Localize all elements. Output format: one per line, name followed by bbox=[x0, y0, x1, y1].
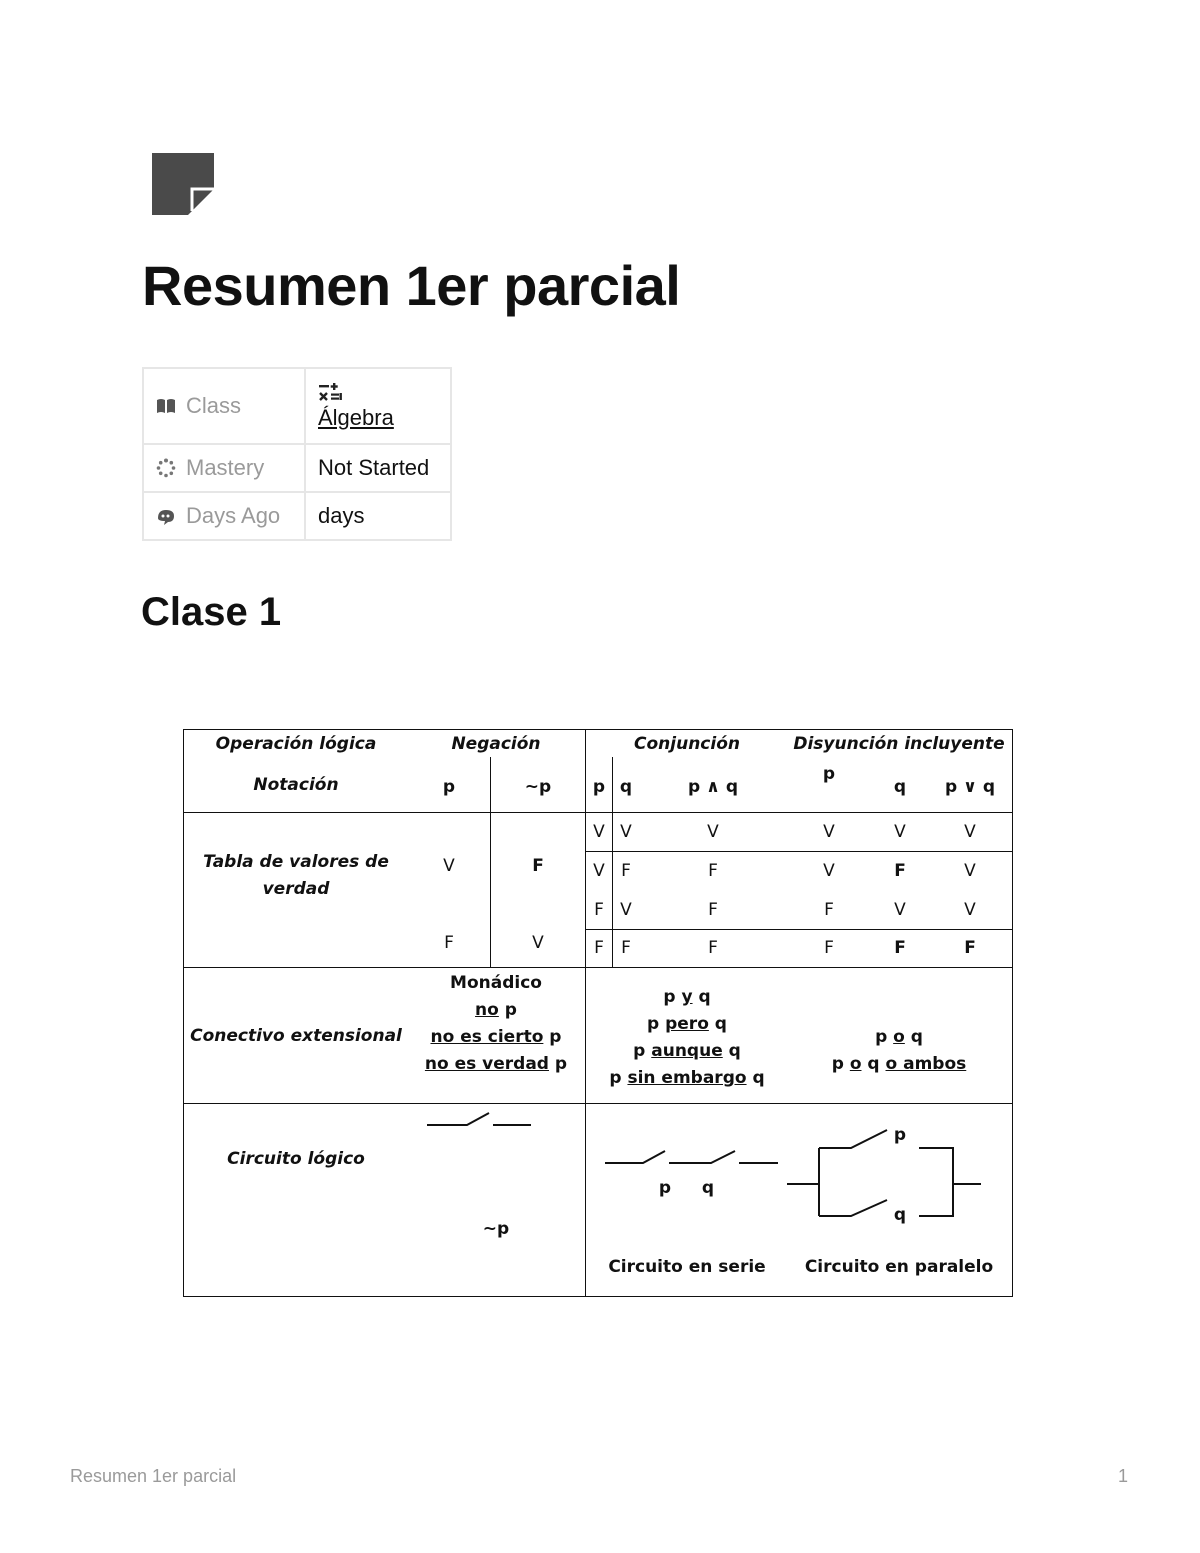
notation-dis-q: q bbox=[893, 777, 907, 797]
parallel-caption: Circuito en paralelo bbox=[804, 1257, 994, 1277]
logic-operations-table bbox=[183, 729, 1013, 1297]
grid-line bbox=[183, 812, 1012, 813]
truth-cell: F bbox=[708, 900, 718, 920]
notation-con-q: q bbox=[619, 777, 633, 797]
connective-line: no es verdad p bbox=[424, 1054, 568, 1074]
monadico-label: Monádico bbox=[450, 973, 542, 993]
truth-cell: V bbox=[964, 822, 976, 842]
spinner-icon bbox=[156, 458, 176, 478]
header-conjuncion: Conjunción bbox=[634, 734, 740, 754]
truth-cell: V bbox=[707, 822, 719, 842]
class-relation-link[interactable]: Álgebra bbox=[318, 405, 394, 430]
header-negacion: Negación bbox=[451, 734, 541, 754]
property-row-class bbox=[143, 368, 451, 444]
conectivo-label: Conectivo extensional bbox=[190, 1026, 402, 1046]
grid-line bbox=[586, 851, 1012, 852]
truth-cell: V bbox=[894, 822, 906, 842]
notation-con-pq: p ∧ q bbox=[688, 777, 738, 797]
grid-line bbox=[490, 757, 491, 967]
page-title: Resumen 1er parcial bbox=[142, 254, 681, 317]
property-key-label: Mastery bbox=[186, 455, 265, 480]
connective-line: p pero q bbox=[647, 1014, 727, 1034]
truth-cell: F bbox=[824, 900, 834, 920]
negation-connectives bbox=[401, 970, 591, 1078]
series-caption: Circuito en serie bbox=[608, 1257, 766, 1277]
footer-title: Resumen 1er parcial bbox=[70, 1466, 237, 1486]
connective-line: p o q o ambos bbox=[831, 1054, 967, 1074]
property-row-mastery bbox=[143, 444, 451, 492]
neg-value-notp-1: F bbox=[532, 856, 544, 876]
connective-line: p sin embargo q bbox=[609, 1068, 765, 1088]
connective-line: p o q bbox=[875, 1027, 923, 1047]
truth-cell: V bbox=[894, 900, 906, 920]
connective-line: p y q bbox=[663, 987, 711, 1007]
truth-cell: V bbox=[620, 900, 632, 920]
truth-cell: V bbox=[964, 900, 976, 920]
truth-cell: V bbox=[593, 822, 605, 842]
note-page-icon bbox=[152, 153, 214, 215]
property-key-days-ago bbox=[143, 492, 305, 540]
negation-circuit-label: ~p bbox=[482, 1219, 510, 1239]
truth-cell: F bbox=[708, 938, 718, 958]
notation-neg-notp: ~p bbox=[524, 777, 552, 797]
truth-cell: F bbox=[824, 938, 834, 958]
truth-cell: F bbox=[964, 938, 976, 958]
book-icon bbox=[156, 396, 176, 416]
grid-line bbox=[183, 967, 1012, 968]
series-circuit-diagram bbox=[603, 1144, 783, 1174]
truth-cell: V bbox=[823, 822, 835, 842]
property-key-mastery bbox=[143, 444, 305, 492]
negation-circuit-diagram bbox=[423, 1109, 533, 1139]
grid-line bbox=[183, 1103, 1012, 1104]
operations-icon bbox=[318, 381, 344, 403]
property-value-days-ago[interactable]: days bbox=[305, 492, 451, 540]
truth-cell: F bbox=[894, 938, 906, 958]
truth-cell: F bbox=[594, 900, 604, 920]
footer-page-number: 1 bbox=[1118, 1466, 1129, 1486]
properties-table bbox=[142, 367, 452, 541]
neg-value-notp-2: V bbox=[532, 933, 544, 953]
notation-dis-p: p bbox=[822, 764, 836, 784]
header-disyuncion: Disyunción incluyente bbox=[793, 734, 1005, 754]
property-value-class[interactable] bbox=[305, 368, 451, 444]
property-key-class bbox=[143, 368, 305, 444]
series-p-label: p bbox=[658, 1178, 672, 1198]
parallel-q-label: q bbox=[893, 1205, 907, 1225]
grid-line bbox=[586, 929, 1012, 930]
disjunction-connectives bbox=[799, 1024, 999, 1078]
circuit-label: Circuito lógico bbox=[227, 1149, 365, 1169]
connective-line: p aunque q bbox=[633, 1041, 741, 1061]
truth-cell: F bbox=[621, 938, 631, 958]
parallel-circuit-diagram bbox=[783, 1124, 988, 1224]
series-q-label: q bbox=[701, 1178, 715, 1198]
notation-con-p: p bbox=[592, 777, 606, 797]
property-value-mastery[interactable]: Not Started bbox=[305, 444, 451, 492]
truth-cell: F bbox=[594, 938, 604, 958]
truth-cell: V bbox=[823, 861, 835, 881]
truth-table-label: Tabla de valores de verdad bbox=[203, 852, 389, 899]
section-heading: Clase 1 bbox=[141, 590, 282, 634]
neg-value-p-1: V bbox=[443, 856, 455, 876]
notation-dis-pq: p ∨ q bbox=[945, 777, 995, 797]
header-operacion: Operación lógica bbox=[215, 734, 377, 754]
truth-cell: V bbox=[593, 861, 605, 881]
truth-cell: F bbox=[894, 861, 906, 881]
grid-line bbox=[612, 757, 613, 967]
property-key-label: Class bbox=[186, 393, 242, 418]
property-key-label: Days Ago bbox=[186, 503, 281, 528]
notation-neg-p: p bbox=[442, 777, 456, 797]
header-notacion: Notación bbox=[253, 775, 339, 795]
property-row-days-ago bbox=[143, 492, 451, 540]
connective-line: no es cierto p bbox=[430, 1027, 562, 1047]
conjunction-connectives bbox=[587, 984, 787, 1092]
truth-cell: V bbox=[964, 861, 976, 881]
truth-cell: F bbox=[708, 861, 718, 881]
connective-line: no p bbox=[475, 1000, 517, 1020]
truth-cell: F bbox=[621, 861, 631, 881]
formula-icon bbox=[156, 506, 176, 526]
neg-value-p-2: F bbox=[444, 933, 454, 953]
parallel-p-label: p bbox=[893, 1125, 907, 1145]
truth-cell: V bbox=[620, 822, 632, 842]
